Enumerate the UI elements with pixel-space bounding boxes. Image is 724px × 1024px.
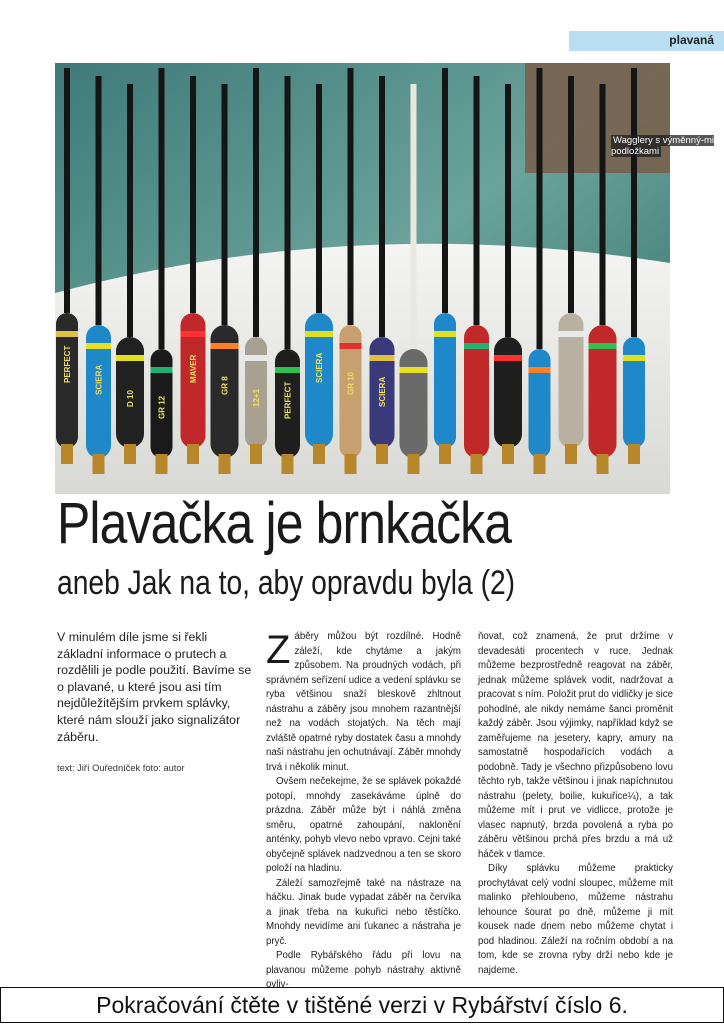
float-ring: [211, 343, 239, 349]
float-base: [408, 454, 420, 474]
article-column-2: [478, 630, 673, 978]
float-body: [623, 337, 645, 448]
float-label: SCIERA: [315, 352, 324, 383]
floats-photo: [55, 63, 715, 494]
float-ring: [559, 331, 584, 337]
float-antenna: [411, 84, 417, 349]
lead-paragraph: V minulém díle jsme si řekli základní informace o prutech a rozdělili je podle použití. Bavíme se o plavané, u které jsou asi tím nejdůležitějším prvkem splávky, které nám slouží jako signalizátor záběru.: [57, 630, 252, 744]
float-label: SCIERA: [94, 364, 104, 395]
float-label: GR 12: [157, 395, 167, 419]
float-base: [597, 454, 609, 474]
float-base: [250, 444, 262, 464]
float-base: [187, 444, 199, 464]
article-column-1: [266, 630, 461, 993]
article-title: Plavačka je brnkačka: [57, 491, 512, 556]
float-label: D 10: [126, 390, 135, 407]
float-ring: [494, 355, 522, 361]
floats-illustration: [55, 63, 670, 494]
float-body: [494, 337, 522, 448]
float-antenna: [442, 68, 448, 313]
float-base: [439, 444, 451, 464]
float-base: [156, 454, 168, 474]
author-credit: text: Jiří Ouředníček foto: autor: [57, 763, 185, 773]
float-antenna: [537, 68, 543, 349]
paragraph: Ovšem nečekejme, že se splávek pokaždé potopí, mnohdy zasekáváme úplně do prázdna. Záběr může být i náhlá změna směru, opatrné zahoupání, naklonění anténky, pohyb vlevo nebo vpravo. Cejni také obyčejně splávek nadzvednou a ten se skoro položí na hladinu.: [266, 776, 461, 874]
float-base: [313, 444, 325, 464]
float-base: [534, 454, 546, 474]
section-label: plavaná: [669, 33, 714, 47]
float-antenna: [253, 68, 259, 337]
float-antenna: [190, 76, 196, 313]
float-antenna: [631, 68, 637, 337]
float-ring: [116, 355, 144, 361]
photo-caption: Wagglery s výměnný-mi podložkami: [611, 135, 715, 157]
float-ring: [151, 367, 173, 373]
float-ring: [623, 355, 645, 361]
float-ring: [181, 331, 206, 337]
float-label: SCIERA: [378, 376, 387, 407]
float-base: [219, 454, 231, 474]
float-label: PERFECT: [63, 345, 72, 383]
float-body: [529, 349, 551, 458]
float-base: [282, 454, 294, 474]
float-body: [400, 349, 428, 458]
float-antenna: [64, 68, 70, 313]
paragraph: Záběry můžou být rozdílné. Hodně záleží, kde chytáme a jakým způsobem. Na proudných vodách, při správném seřízení udice a vedení splávku se ryba většinou snaží bleskově zhltnout nástrahu a záběry jsou mnohem razantnější než na vodách stojatých. Na těch mají zvláště opatrné ryby dostatek času a mnohdy naši nástrahu jen ochutnávají. Záběr mnohdy trvá i několik minut.: [266, 628, 461, 773]
float-antenna: [379, 76, 385, 337]
paragraph: Záleží samozřejmě také na nástraze na háčku. Jinak bude vypadat záběr na červíka a jinak třeba na kukuřici nebo těstíčko. Mnohdy nevidíme ani ťukanec a nástraha je pryč.: [266, 877, 461, 947]
section-tag: [569, 31, 724, 51]
float-label: GR 10: [346, 371, 356, 395]
paragraph: ňovat, což znamená, že prut držíme v devadesáti procentech v ruce. Jednak můžeme bezprostředně reagovat na záběr, jednak můžeme splávek vodit, nadržovat a pracovat s ním. Položit prut do vidličky je sice pohodlné, ale nikdy nemáme šanci proměnit každý záběr. Jsou výjimky, například když se zaměřujeme na jesetery, kapry, amury na samostatně hospodařících vodách a podobně. Tady je všechno přizpůsobeno lovu těchto ryb, takže většinou i jinak napíchnutou nástrahu (pelety, boilie, kukuřice¼), a tak můžeme mít i prut ve vidlicce, protože je vlasec napnutý, brzda povolená a ryba po záběru většinou prchá přes brzdu a má už háček v tlamce.: [478, 631, 673, 860]
float-base: [124, 444, 136, 464]
float-antenna: [600, 84, 606, 325]
continuation-banner: [0, 987, 724, 1023]
float-antenna: [316, 84, 322, 313]
float-base: [61, 444, 73, 464]
paragraph: Díky splávku můžeme prakticky prochytávat celý vodní sloupec, můžeme mít malinko přehloubeno, můžeme nástrahu lehounce šourat po dně, můžeme ji mít kousek nade dnem nebo můžeme chytat i pod hladinou. Záleží na ročním období a na tom, kde se zrovna ryby drží nebo kde je najdeme.: [478, 863, 673, 976]
float-ring: [589, 343, 617, 349]
float-base: [376, 444, 388, 464]
float-label: 12+1: [252, 388, 261, 407]
float-antenna: [96, 76, 102, 325]
paragraph: Podle Rybářského řádu při lovu na plavanou můžeme pohyb nástrahy aktivně ovliv-: [266, 950, 461, 990]
float-antenna: [474, 76, 480, 325]
float-ring: [529, 367, 551, 373]
float-ring: [340, 343, 362, 349]
float-ring: [400, 367, 428, 373]
float-base: [565, 444, 577, 464]
float-base: [628, 444, 640, 464]
float-antenna: [348, 68, 354, 325]
float-base: [93, 454, 105, 474]
float-antenna: [285, 76, 291, 349]
float-antenna: [505, 84, 511, 337]
float-ring: [56, 331, 78, 337]
float-antenna: [568, 76, 574, 313]
float-antenna: [159, 68, 165, 349]
float-ring: [464, 343, 489, 349]
float-ring: [434, 331, 456, 337]
float-antenna: [222, 84, 228, 325]
article-subtitle: aneb Jak na to, aby opravdu byla (2): [57, 564, 516, 602]
float-label: GR 8: [220, 376, 230, 395]
drop-cap: Z: [266, 628, 291, 672]
float-base: [502, 444, 514, 464]
float-ring: [245, 355, 267, 361]
float-label: PERFECT: [283, 381, 293, 419]
float-ring: [86, 343, 111, 349]
float-ring: [370, 355, 395, 361]
float-ring: [275, 367, 300, 373]
float-ring: [305, 331, 333, 337]
float-antenna: [127, 84, 133, 337]
float-base: [471, 454, 483, 474]
float-base: [345, 454, 357, 474]
continuation-text: Pokračování čtěte v tištěné verzi v Rybářství číslo 6.: [96, 992, 628, 1018]
float-label: MAVER: [189, 354, 198, 383]
